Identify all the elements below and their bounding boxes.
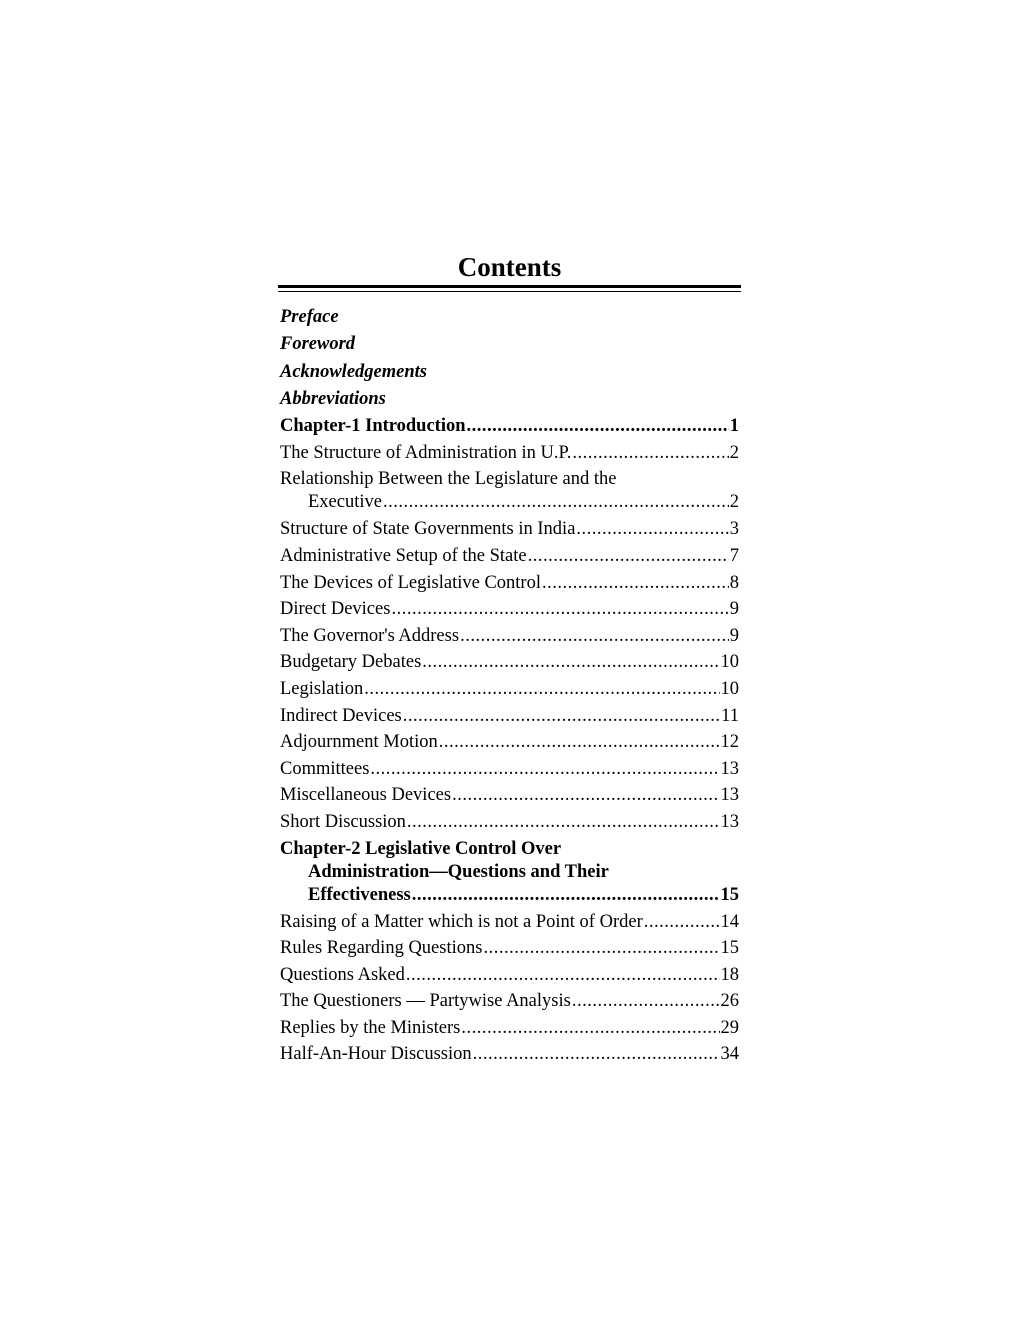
toc-entry-page: 3: [729, 519, 739, 540]
leader-dots: [412, 884, 720, 907]
toc-entry[interactable]: [280, 440, 739, 467]
toc-entry-title: Chapter-1 Introduction: [280, 416, 466, 437]
toc-entry-title-line2: Administration—Questions and Their: [308, 861, 609, 882]
toc-entry-title: Adjournment Motion: [280, 732, 438, 753]
leader-dots: [406, 962, 720, 989]
toc-entry-title: Raising of a Matter which is not a Point of Order: [280, 911, 643, 932]
front-matter-preface[interactable]: Preface: [280, 307, 339, 327]
toc-entry-page: 9: [729, 599, 739, 620]
leader-dots: [542, 570, 729, 597]
toc-entry-page: 10: [720, 652, 739, 673]
toc-entry[interactable]: [280, 935, 739, 962]
toc-entry[interactable]: [280, 909, 739, 936]
leader-dots: [483, 935, 719, 962]
toc-entry-title: Structure of State Governments in India: [280, 519, 576, 540]
leader-dots: [572, 440, 728, 467]
toc-entry-page: 9: [729, 625, 739, 646]
toc-entry[interactable]: [280, 962, 739, 989]
toc-entry-title: The Questioners — Partywise Analysis: [280, 991, 571, 1012]
toc-entry-page: 29: [720, 1017, 739, 1038]
toc-entry-title: Administrative Setup of the State: [280, 545, 527, 566]
leader-dots: [407, 809, 720, 836]
toc-entry-page: 8: [729, 572, 739, 593]
toc-entry-page: 1: [729, 416, 739, 437]
toc-entry-page: 15: [720, 884, 739, 905]
toc-entry[interactable]: [280, 703, 739, 730]
toc-entry-page: 12: [720, 732, 739, 753]
toc-entry-title: Rules Regarding Questions: [280, 938, 483, 959]
toc-entry-title: Budgetary Debates: [280, 652, 422, 673]
leader-dots: [364, 676, 719, 703]
toc-entry[interactable]: [280, 988, 739, 1015]
page-title: Contents: [457, 252, 562, 282]
toc-entry-page: 13: [720, 758, 739, 779]
toc-entry-title-line1: Chapter-2 Legislative Control Over: [280, 838, 562, 859]
toc-entry[interactable]: [280, 596, 739, 623]
toc-chapter-2[interactable]: [280, 838, 739, 907]
toc-entry-page: 10: [720, 678, 739, 699]
toc-entry-title: The Structure of Administration in U.P.: [280, 442, 572, 463]
toc-entry-title: Indirect Devices: [280, 705, 402, 726]
toc-entry-page: 15: [720, 938, 739, 959]
toc-entry-page: 2: [729, 442, 739, 463]
toc-entry-multiline[interactable]: [280, 468, 739, 514]
toc-chapter-1[interactable]: [280, 413, 739, 440]
toc-entry-title: The Governor's Address: [280, 625, 460, 646]
toc-entry-page: 18: [720, 964, 739, 985]
leader-dots: [467, 413, 729, 440]
toc-entry-page: 11: [721, 705, 739, 726]
toc-entry-page: 26: [720, 991, 739, 1012]
toc-entry[interactable]: [280, 516, 739, 543]
toc-entry-page: 14: [720, 911, 739, 932]
toc-entry-title-last: Executive: [308, 492, 382, 513]
toc-entry-page: 7: [729, 545, 739, 566]
toc-entry-title: Legislation: [280, 678, 364, 699]
front-matter-foreword[interactable]: Foreword: [280, 334, 356, 355]
title-rule-thick: [278, 285, 741, 288]
toc-entry-title: Committees: [280, 758, 370, 779]
toc-entry-page: 34: [720, 1044, 739, 1065]
toc-entry-page: 13: [720, 811, 739, 832]
toc-entry[interactable]: [280, 782, 739, 809]
toc-entry[interactable]: [280, 1041, 739, 1068]
front-matter-abbreviations[interactable]: Abbreviations: [280, 388, 386, 409]
leader-dots: [644, 909, 720, 936]
title-rule-thin: [278, 291, 741, 292]
toc-entry[interactable]: [280, 543, 739, 570]
toc-entry-page: 13: [720, 785, 739, 806]
toc-entry-title: Miscellaneous Devices: [280, 785, 452, 806]
table-of-contents: [280, 304, 739, 1068]
toc-entry-title: The Devices of Legislative Control: [280, 572, 541, 593]
toc-entry-title: Short Discussion: [280, 811, 406, 832]
toc-entry-title: Questions Asked: [280, 964, 405, 985]
leader-dots: [461, 1015, 719, 1042]
toc-entry-page: 2: [729, 492, 739, 513]
toc-entry-title-last: Effectiveness: [308, 884, 411, 905]
toc-entry-title: Replies by the Ministers: [280, 1017, 461, 1038]
toc-entry-title: Half-An-Hour Discussion: [280, 1044, 472, 1065]
leader-dots: [528, 543, 729, 570]
toc-entry-title: Direct Devices: [280, 599, 391, 620]
toc-entry[interactable]: [280, 809, 739, 836]
leader-dots: [452, 782, 719, 809]
toc-entry[interactable]: [280, 756, 739, 783]
toc-entry[interactable]: [280, 649, 739, 676]
toc-entry[interactable]: [280, 570, 739, 597]
toc-entry-title-line1: Relationship Between the Legislature and the: [280, 469, 617, 490]
leader-dots: [403, 703, 720, 730]
leader-dots: [576, 516, 728, 543]
leader-dots: [439, 729, 720, 756]
front-matter-acknowledgements[interactable]: Acknowledgements: [280, 361, 427, 382]
toc-entry[interactable]: [280, 729, 739, 756]
leader-dots: [383, 491, 729, 514]
toc-entry[interactable]: [280, 1015, 739, 1042]
leader-dots: [460, 623, 729, 650]
toc-entry[interactable]: [280, 623, 739, 650]
toc-entry[interactable]: [280, 676, 739, 703]
leader-dots: [422, 649, 719, 676]
leader-dots: [391, 596, 728, 623]
leader-dots: [370, 756, 719, 783]
leader-dots: [473, 1041, 720, 1068]
leader-dots: [572, 988, 720, 1015]
